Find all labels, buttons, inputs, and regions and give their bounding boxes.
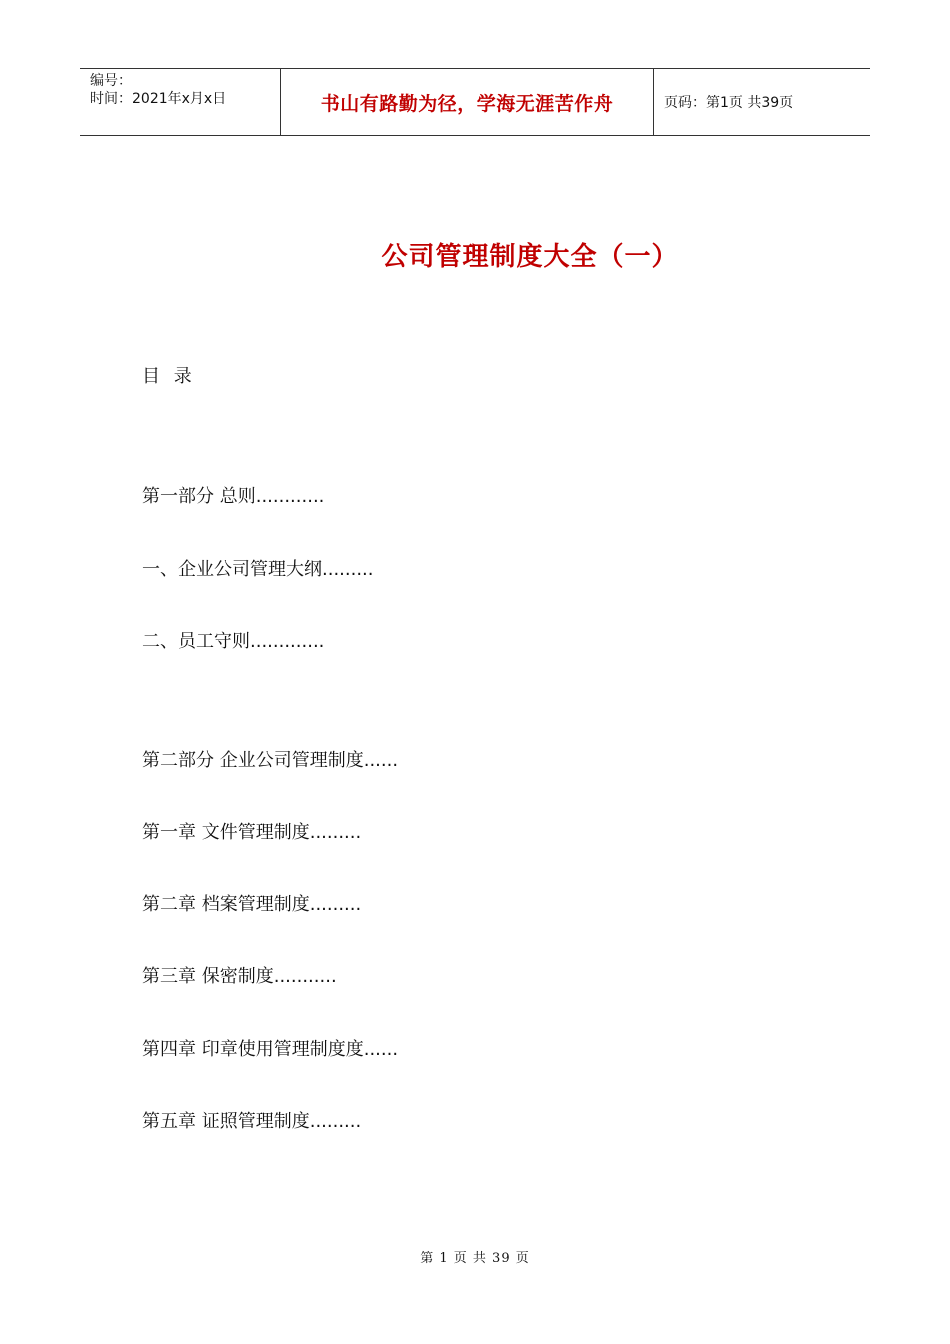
- page-info: 页码：第1页 共39页: [664, 95, 794, 111]
- toc-item[interactable]: 一、企业公司管理大纲.........: [142, 559, 374, 580]
- toc-item[interactable]: 第一部分 总则............: [142, 486, 325, 507]
- document-date: 时间：2021年x月x日: [90, 91, 227, 107]
- toc-item[interactable]: 第一章 文件管理制度.........: [142, 822, 362, 843]
- toc-item[interactable]: 第三章 保密制度...........: [142, 966, 337, 987]
- document-number-label: 编号：: [90, 73, 132, 89]
- toc-heading: 目 录: [142, 366, 196, 387]
- header-page-cell: [654, 69, 870, 135]
- toc-item[interactable]: 二、员工守则.............: [142, 631, 325, 652]
- toc-item[interactable]: 第二部分 企业公司管理制度......: [142, 750, 399, 771]
- header-motto-cell: [281, 69, 654, 135]
- page-header: [80, 68, 870, 136]
- header-meta-cell: [80, 69, 281, 135]
- page-footer: 第 1 页 共 39 页: [420, 1251, 530, 1266]
- motto-text: 书山有路勤为径，学海无涯苦作舟: [320, 92, 614, 115]
- document-title: 公司管理制度大全（一）: [381, 242, 679, 272]
- toc-item[interactable]: 第四章 印章使用管理制度度......: [142, 1039, 399, 1060]
- toc-item[interactable]: 第二章 档案管理制度.........: [142, 894, 362, 915]
- toc-item[interactable]: 第五章 证照管理制度.........: [142, 1111, 362, 1132]
